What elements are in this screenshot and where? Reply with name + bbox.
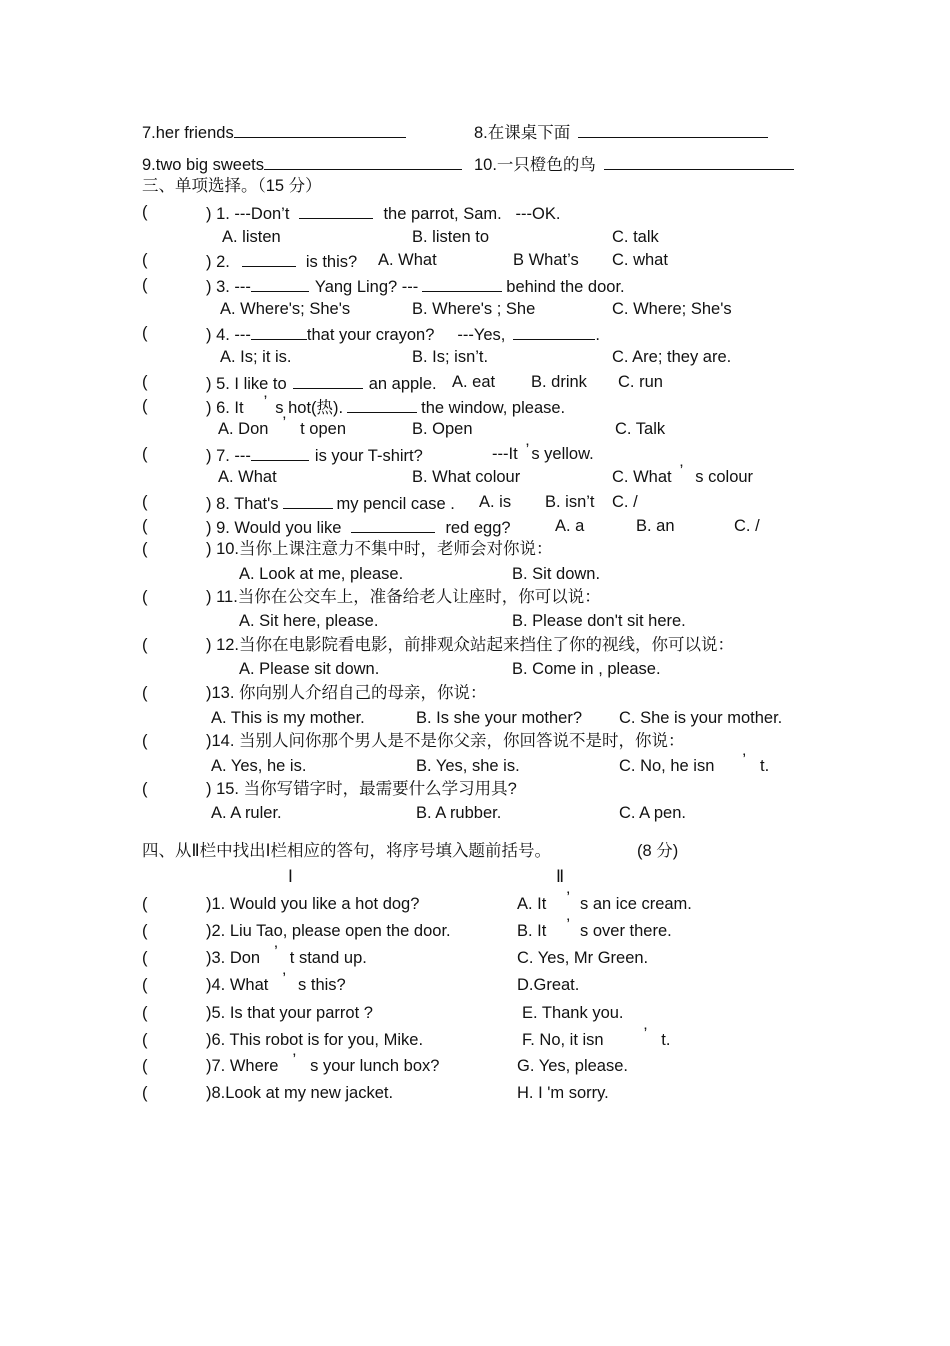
q6-opt-a-text2: t open (300, 420, 346, 438)
q11-paren[interactable]: ( (142, 588, 148, 606)
q4-paren[interactable]: ( (142, 324, 148, 342)
q10-opt-a[interactable]: A. Look at me, please. (239, 565, 404, 583)
q7-opt-c-apos: ’ (679, 462, 684, 480)
section3-title: 三、单项选择。（15 分） (142, 177, 322, 195)
q2-stem (206, 252, 357, 271)
q10-blank[interactable] (604, 155, 794, 170)
q15-paren[interactable]: ( (142, 780, 148, 798)
q2-stem-a: ) 2. (206, 253, 230, 271)
q5-stem-a: ) 5. I like to (206, 375, 287, 393)
q6-apos: ’ (263, 393, 268, 411)
q2-stem-b: is this? (305, 253, 358, 271)
translation-q7 (142, 123, 406, 142)
match7-q-text2: s your lunch box? (310, 1057, 440, 1075)
match4-q (206, 970, 346, 994)
q8-stem (206, 494, 455, 513)
q9-paren[interactable]: ( (142, 517, 148, 535)
q6-opt-a[interactable] (218, 414, 346, 438)
q6-stem (206, 393, 566, 417)
q2-paren[interactable]: ( (142, 251, 148, 269)
match1-a (517, 889, 692, 913)
match4-paren[interactable]: ( (142, 976, 148, 994)
q10-stem: ) 10.当你上课注意力不集中时，老师会对你说： (206, 540, 553, 558)
match4-q-text2: s this? (298, 976, 346, 994)
q7-blank[interactable] (251, 446, 309, 461)
q8-opt-c[interactable]: C. / (612, 493, 638, 511)
translation-q8 (474, 123, 768, 142)
q15-opt-a[interactable]: A. A ruler. (211, 804, 282, 822)
q13-paren[interactable]: ( (142, 684, 148, 702)
q9-opt-a[interactable]: A. a (555, 517, 585, 535)
q15-opt-b[interactable]: B. A rubber. (416, 804, 502, 822)
q8-blank[interactable] (283, 494, 333, 509)
match3-q-apos: ’ (274, 943, 278, 961)
q7-text: 7.her friends (142, 124, 234, 142)
q4-blank-2[interactable] (513, 325, 595, 340)
match8-paren[interactable]: ( (142, 1084, 148, 1102)
q8-stem-b: my pencil case . (336, 495, 455, 513)
match1-a-apos: ’ (566, 889, 571, 907)
q3-stem-a: ) 3. --- (206, 278, 251, 296)
q7-opt-b[interactable]: B. What colour (412, 468, 521, 486)
match1-paren[interactable]: ( (142, 895, 148, 913)
q9-blank[interactable] (351, 518, 435, 533)
q13-opt-c[interactable]: C. She is your mother. (619, 709, 783, 727)
match4-a: D.Great. (517, 976, 580, 994)
q4-stem-c: ---Yes, (457, 326, 506, 344)
match3-q-text: )3. Don (206, 949, 261, 967)
q1-blank[interactable] (299, 204, 373, 219)
q11-opt-a[interactable]: A. Sit here, please. (239, 612, 379, 630)
q7-opt-c-text2: s colour (695, 468, 754, 486)
q3-opt-a[interactable]: A. Where's; She's (220, 300, 351, 318)
q8-paren[interactable]: ( (142, 493, 148, 511)
q7-paren[interactable]: ( (142, 445, 148, 463)
q4-opt-b[interactable]: B. Is; isn’t. (412, 348, 489, 366)
q13-opt-a[interactable]: A. This is my mother. (211, 709, 365, 727)
q8-opt-a[interactable]: A. is (479, 493, 512, 511)
match2-q: )2. Liu Tao, please open the door. (206, 922, 451, 940)
match6-a (522, 1025, 671, 1049)
q1-opt-c[interactable]: C. talk (612, 228, 659, 246)
match7-q-apos: ’ (292, 1051, 297, 1069)
q12-opt-a[interactable]: A. Please sit down. (239, 660, 380, 678)
q1-stem-b: the parrot, Sam. (383, 205, 502, 223)
q3-stem (206, 277, 625, 296)
q9-stem-a: ) 9. Would you like (206, 519, 342, 537)
match4-q-apos: ’ (282, 970, 287, 988)
q14-opt-b[interactable]: B. Yes, she is. (416, 757, 520, 775)
q6-paren[interactable]: ( (142, 397, 148, 415)
q5-opt-b[interactable]: B. drink (531, 373, 587, 391)
match2-a-text: B. It (517, 922, 547, 940)
q9-stem (206, 518, 511, 537)
section4-score: (8 分) (637, 842, 679, 860)
q4-stem-d: . (595, 326, 600, 344)
q7-blank[interactable] (234, 123, 406, 138)
q7-stem-a: ) 7. --- (206, 447, 251, 465)
q6-blank[interactable] (347, 398, 417, 413)
q7-stem-reply (492, 441, 594, 463)
match7-q (206, 1051, 440, 1075)
match6-paren[interactable]: ( (142, 1031, 148, 1049)
q5-blank[interactable] (293, 374, 363, 389)
match5-q: )5. Is that your parrot ? (206, 1004, 373, 1022)
match7-q-text: )7. Where (206, 1057, 279, 1075)
match4-q-text: )4. What (206, 976, 269, 994)
q3-blank-2[interactable] (422, 277, 502, 292)
q1-stem (206, 204, 560, 223)
match5-a: E. Thank you. (522, 1004, 624, 1022)
q9-blank[interactable] (264, 155, 462, 170)
match5-paren[interactable]: ( (142, 1004, 148, 1022)
q8-stem-a: ) 8. That's (206, 495, 279, 513)
match1-q: )1. Would you like a hot dog? (206, 895, 420, 913)
match6-a-apos: ’ (643, 1025, 648, 1043)
q3-opt-b[interactable]: B. Where's ; She (412, 300, 536, 318)
col1-header: Ⅰ (288, 868, 293, 886)
q14-opt-c-text: C. No, he isn (619, 757, 715, 775)
q14-paren[interactable]: ( (142, 732, 148, 750)
q9-opt-c[interactable]: C. / (734, 517, 760, 535)
q11-opt-b[interactable]: B. Please don't sit here. (512, 612, 686, 630)
match1-a-text: A. It (517, 895, 547, 913)
q10-opt-b[interactable]: B. Sit down. (512, 565, 601, 583)
q2-opt-c[interactable]: C. what (612, 251, 668, 269)
q1-stem-c: ---OK. (515, 205, 561, 223)
q14-opt-a[interactable]: A. Yes, he is. (211, 757, 307, 775)
q3-stem-b: Yang Ling? --- (314, 278, 419, 296)
q1-stem-a: ) 1. ---Don’t (206, 205, 290, 223)
match3-q-text2: t stand up. (289, 949, 367, 967)
match7-paren[interactable]: ( (142, 1057, 148, 1075)
match2-a-text2: s over there. (580, 922, 672, 940)
q7-stem-c: ---It (492, 445, 518, 463)
match3-paren[interactable]: ( (142, 949, 148, 967)
q11-stem: ) 11.当你在公交车上，准备给老人让座时，你可以说： (206, 588, 601, 606)
q8-opt-b[interactable]: B. isn’t (545, 493, 595, 511)
q8-blank[interactable] (578, 123, 768, 138)
section4-title: 四、从Ⅱ栏中找出Ⅰ栏相应的答句，将序号填入题前括号。 (142, 842, 551, 860)
q5-stem (206, 374, 437, 393)
q6-stem-b: s hot(热). (275, 399, 344, 417)
q2-blank[interactable] (242, 252, 296, 267)
q8-text: 8.在课桌下面 (474, 124, 571, 142)
q9-text: 9.two big sweets (142, 156, 264, 174)
q10-text: 10.一只橙色的鸟 (474, 156, 596, 174)
q13-stem: )13. 你向别人介绍自己的母亲，你说： (206, 684, 487, 702)
q5-opt-c[interactable]: C. run (618, 373, 663, 391)
q4-stem-a: ) 4. --- (206, 326, 251, 344)
q14-opt-c[interactable] (619, 751, 770, 775)
q14-opt-c-text2: t. (760, 757, 770, 775)
q1-opt-a[interactable]: A. listen (222, 228, 281, 246)
q4-stem (206, 325, 600, 344)
q9-stem-b: red egg? (445, 519, 511, 537)
q15-opt-c[interactable]: C. A pen. (619, 804, 686, 822)
match6-a-text: F. No, it isn (522, 1031, 604, 1049)
q7-opt-c-text: C. What (612, 468, 672, 486)
q7-apos: ’ (525, 441, 530, 459)
q5-opt-a[interactable]: A. eat (452, 373, 496, 391)
match8-a: H. I 'm sorry. (517, 1084, 609, 1102)
match2-a (517, 916, 672, 940)
q6-opt-a-apos: ’ (282, 414, 287, 432)
q6-opt-b[interactable]: B. Open (412, 420, 473, 438)
q7-opt-c[interactable] (612, 462, 754, 486)
q7-stem (206, 446, 423, 465)
q12-opt-b[interactable]: B. Come in , please. (512, 660, 661, 678)
q1-opt-b[interactable]: B. listen to (412, 228, 490, 246)
q10-paren[interactable]: ( (142, 540, 148, 558)
match2-a-apos: ’ (566, 916, 571, 934)
match6-a-text2: t. (661, 1031, 671, 1049)
q3-blank-1[interactable] (251, 277, 309, 292)
q5-paren[interactable]: ( (142, 373, 148, 391)
q7-stem-d: s yellow. (531, 445, 594, 463)
translation-q9 (142, 155, 462, 174)
q4-opt-a[interactable]: A. Is; it is. (220, 348, 292, 366)
q4-blank-1[interactable] (251, 325, 307, 340)
q13-opt-b[interactable]: B. Is she your mother? (416, 709, 582, 727)
q14-opt-c-apos: ’ (742, 751, 747, 769)
translation-q10 (474, 155, 794, 174)
q2-opt-a[interactable]: A. What (378, 251, 437, 269)
match1-a-text2: s an ice cream. (580, 895, 692, 913)
match2-paren[interactable]: ( (142, 922, 148, 940)
q3-stem-c: behind the door. (506, 278, 625, 296)
q12-stem: ) 12.当你在电影院看电影，前排观众站起来挡住了你的视线，你可以说： (206, 636, 735, 654)
q2-opt-b[interactable]: B What’s (513, 251, 579, 269)
q15-stem: ) 15. 当你写错字时，最需要什么学习用具? (206, 780, 517, 798)
q1-paren[interactable]: ( (142, 203, 148, 221)
q6-opt-c[interactable]: C. Talk (615, 420, 666, 438)
q4-stem-b: that your crayon? (306, 326, 435, 344)
q14-stem: )14. 当别人问你那个男人是不是你父亲，你回答说不是时，你说： (206, 732, 685, 750)
q6-opt-a-text: A. Don (218, 420, 269, 438)
col2-header: Ⅱ (556, 868, 565, 886)
q9-opt-b[interactable]: B. an (636, 517, 675, 535)
match7-a: G. Yes, please. (517, 1057, 628, 1075)
q6-stem-a: ) 6. It (206, 399, 244, 417)
q3-opt-c[interactable]: C. Where; She's (612, 300, 732, 318)
match6-q: )6. This robot is for you, Mike. (206, 1031, 424, 1049)
q3-paren[interactable]: ( (142, 276, 148, 294)
q7-opt-a[interactable]: A. What (218, 468, 277, 486)
match8-q: )8.Look at my new jacket. (206, 1084, 394, 1102)
match3-a: C. Yes, Mr Green. (517, 949, 649, 967)
match3-q (206, 943, 367, 967)
q7-stem-b: is your T-shirt? (314, 447, 423, 465)
q4-opt-c[interactable]: C. Are; they are. (612, 348, 732, 366)
q6-stem-c: the window, please. (421, 399, 566, 417)
q5-stem-b: an apple. (368, 375, 437, 393)
q12-paren[interactable]: ( (142, 636, 148, 654)
